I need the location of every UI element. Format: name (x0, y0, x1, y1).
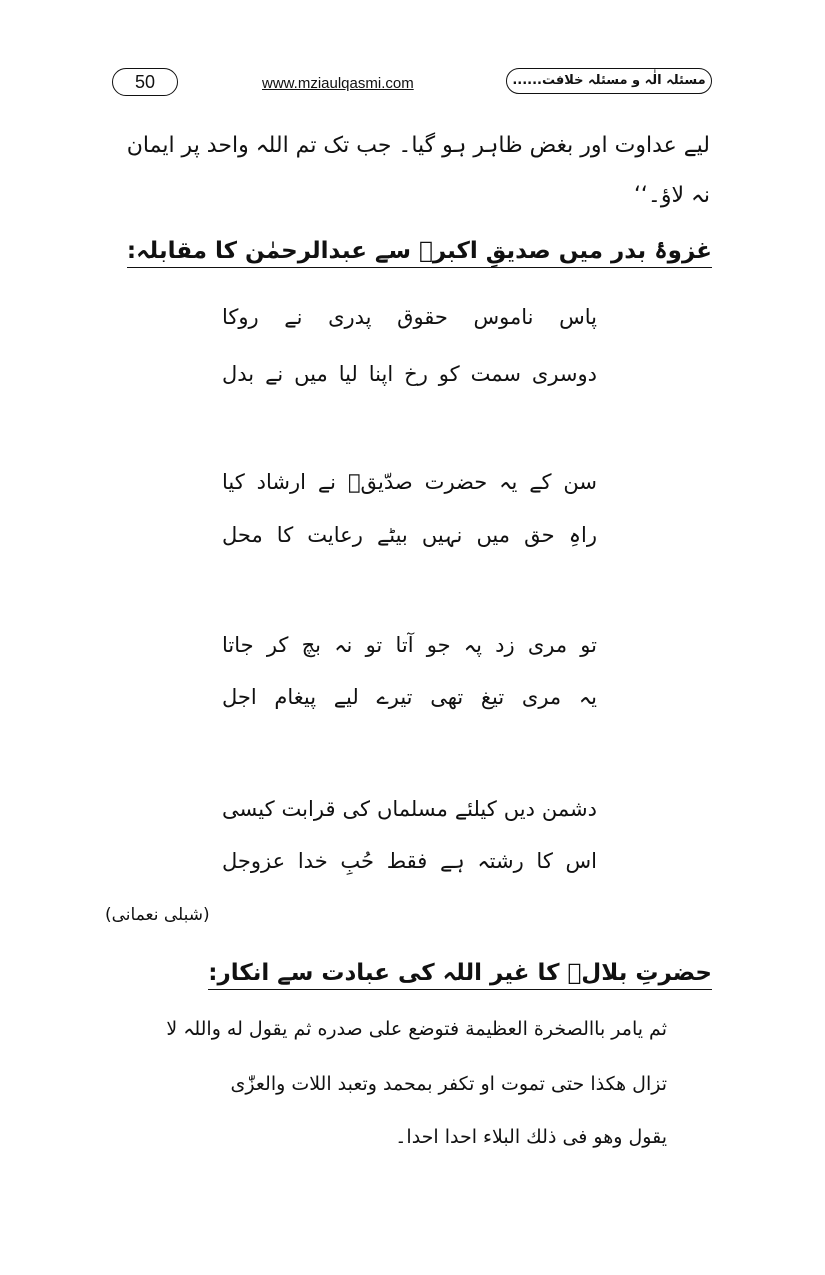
arabic-line: تزال ھکذا حتی تموت او تکفر بمحمد وتعبد اللات والعزّٰی (230, 1073, 667, 1095)
verse-line: راہِ حق میں نہیں بیٹے رعایت کا محل (222, 523, 597, 547)
intro-line-2: نہ لاؤ۔‘‘ (633, 183, 710, 208)
book-title: مسئلہ الٰہ و مسئلہ خلافت...... (506, 68, 712, 94)
page-number: 50 (112, 68, 178, 96)
intro-line-1: لیے عداوت اور بغض ظاہر ہو گیا۔ جب تک تم اللہ واحد پر ایمان (126, 133, 710, 158)
verse-line: پاس ناموس حقوق پدری نے روکا (222, 305, 597, 329)
verse-line: تو مری زد پہ جو آتا تو نہ بچ کر جاتا (222, 633, 597, 657)
verse-line: دوسری سمت کو رخ اپنا لیا میں نے بدل (222, 362, 597, 386)
website-link[interactable]: www.mziaulqasmi.com (262, 75, 414, 92)
section-heading-bilal: حضرتِ بلالؓ کا غیر اللہ کی عبادت سے انکار: (208, 960, 712, 990)
verse-line: دشمن دیں کیلئے مسلماں کی قرابت کیسی (222, 797, 597, 821)
verse-line: یہ مری تیغ تھی تیرے لیے پیغام اجل (222, 685, 597, 709)
arabic-line: ثم یامر باالصخرة العظیمة فتوضع علی صدره ثم یقول له واللہ لا (166, 1018, 667, 1040)
section-heading-badr: غزوۂ بدر میں صدیقِ اکبرؓ سے عبدالرحمٰن کا مقابلہ: (127, 238, 712, 268)
verse-line: اس کا رشتہ ہے فقط حُبِ خدا عزوجل (222, 849, 597, 873)
arabic-line: یقول وھو فی ذلك البلاء احدا احدا۔ (395, 1126, 667, 1148)
poet-attribution: (شبلی نعمانی) (105, 905, 210, 925)
verse-line: سن کے یہ حضرت صدّیقؓ نے ارشاد کیا (222, 470, 597, 494)
